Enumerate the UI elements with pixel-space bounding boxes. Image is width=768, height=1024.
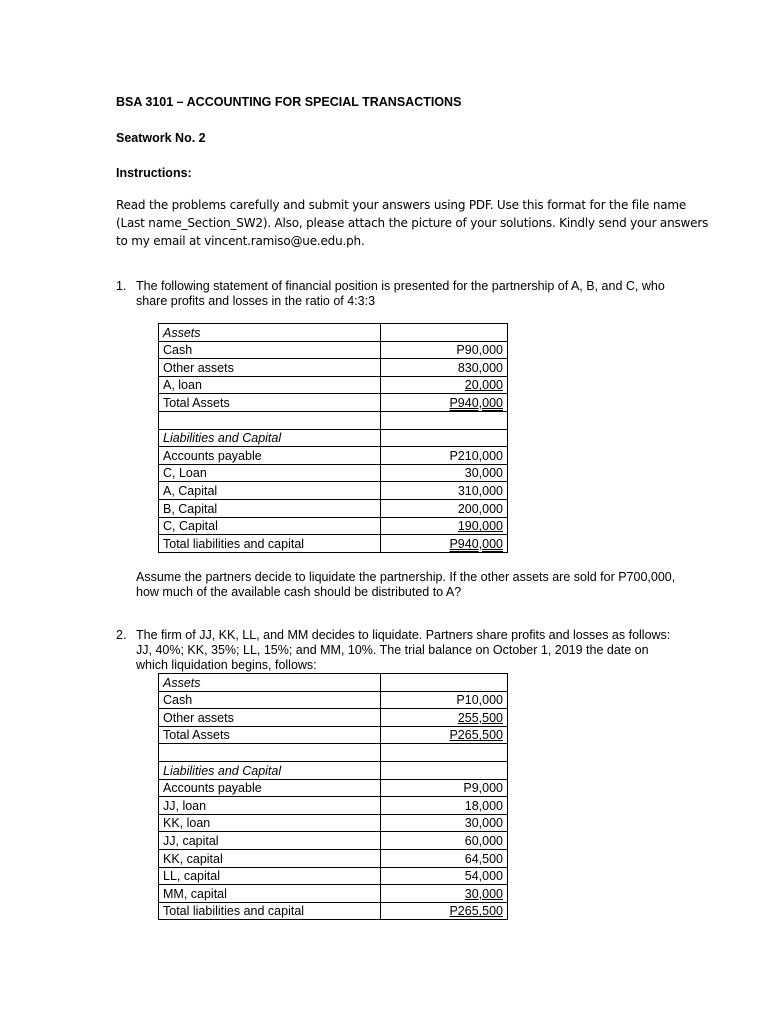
account-label: Cash	[159, 341, 381, 359]
account-amount: 64,500	[381, 849, 508, 867]
problem-text-line: share profits and losses in the ratio of 4:3:3	[136, 294, 376, 308]
problem-number: 1.	[116, 279, 127, 293]
table-row	[159, 797, 508, 815]
table-row	[159, 726, 508, 744]
instructions-heading: Instructions:	[116, 166, 192, 180]
account-amount: 30,000	[464, 886, 503, 901]
account-amount: P210,000	[381, 447, 508, 465]
account-amount: 54,000	[381, 867, 508, 885]
section-header: Liabilities and Capital	[159, 761, 381, 779]
table-row	[159, 849, 508, 867]
account-amount: 830,000	[381, 359, 508, 377]
account-label: A, loan	[159, 376, 381, 394]
account-label: B, Capital	[159, 499, 381, 517]
problem-2-trial-balance-table	[158, 673, 508, 920]
table-row	[159, 447, 508, 465]
total-amount: P265,500	[449, 904, 503, 919]
table-row	[159, 814, 508, 832]
table-row	[159, 761, 508, 779]
table-row	[159, 324, 508, 342]
account-amount: 200,000	[381, 499, 508, 517]
total-amount: P940,000	[449, 536, 503, 551]
account-amount: 20,000	[464, 378, 503, 393]
account-amount: P90,000	[381, 341, 508, 359]
total-amount: P940,000	[449, 395, 503, 410]
table-row	[159, 779, 508, 797]
account-label: Accounts payable	[159, 779, 381, 797]
account-label: C, Loan	[159, 464, 381, 482]
seatwork-title: Seatwork No. 2	[116, 131, 206, 145]
account-label: KK, loan	[159, 814, 381, 832]
problem-1-question	[136, 570, 675, 600]
table-row-blank	[159, 411, 508, 429]
table-row	[159, 691, 508, 709]
problem-1-statement-table	[158, 323, 508, 553]
problem-number: 2.	[116, 628, 127, 642]
section-header: Liabilities and Capital	[159, 429, 381, 447]
problem-text-line: The following statement of financial position is presented for the partnership of A, B, and C, who	[136, 279, 665, 293]
table-row	[159, 499, 508, 517]
account-label: JJ, loan	[159, 797, 381, 815]
account-label: Total Assets	[159, 726, 381, 744]
section-header: Assets	[159, 674, 381, 692]
table-row	[159, 867, 508, 885]
account-amount: P10,000	[381, 691, 508, 709]
account-label: Total liabilities and capital	[159, 535, 381, 553]
account-amount: 30,000	[381, 814, 508, 832]
instructions-text	[116, 196, 709, 250]
instructions-line: to my email at vincent.ramiso@ue.edu.ph.	[116, 234, 365, 248]
account-label: LL, capital	[159, 867, 381, 885]
table-row	[159, 376, 508, 394]
table-row	[159, 709, 508, 727]
table-row	[159, 394, 508, 412]
table-row	[159, 429, 508, 447]
instructions-line: (Last name_Section_SW2). Also, please attach the picture of your solutions. Kindly send your answers	[116, 216, 709, 230]
course-title: BSA 3101 – ACCOUNTING FOR SPECIAL TRANSACTIONS	[116, 95, 462, 109]
table-row	[159, 902, 508, 920]
problem-text-line: JJ, 40%; KK, 35%; LL, 15%; and MM, 10%. The trial balance on October 1, 2019 the date on	[136, 643, 649, 657]
table-row	[159, 674, 508, 692]
total-amount: P265,500	[449, 728, 503, 743]
account-label: C, Capital	[159, 517, 381, 535]
table-row	[159, 832, 508, 850]
question-line: how much of the available cash should be distributed to A?	[136, 585, 462, 599]
account-label: Accounts payable	[159, 447, 381, 465]
section-header: Assets	[159, 324, 381, 342]
table-row	[159, 517, 508, 535]
account-amount: 30,000	[381, 464, 508, 482]
table-row	[159, 341, 508, 359]
account-label: Cash	[159, 691, 381, 709]
account-amount: 255,500	[457, 710, 503, 725]
question-line: Assume the partners decide to liquidate the partnership. If the other assets are sold for P700,000,	[136, 570, 676, 584]
account-amount: 190,000	[457, 519, 503, 534]
instructions-line: Read the problems carefully and submit your answers using PDF. Use this format for the file name	[116, 198, 687, 212]
account-amount: 60,000	[381, 832, 508, 850]
table-row	[159, 464, 508, 482]
table-row-blank	[159, 744, 508, 762]
account-label: Other assets	[159, 359, 381, 377]
account-label: Total Assets	[159, 394, 381, 412]
account-amount: 18,000	[381, 797, 508, 815]
account-label: Other assets	[159, 709, 381, 727]
table-row	[159, 359, 508, 377]
account-amount: 310,000	[381, 482, 508, 500]
problem-text-line: which liquidation begins, follows:	[136, 658, 317, 672]
account-label: KK, capital	[159, 849, 381, 867]
account-label: Total liabilities and capital	[159, 902, 381, 920]
account-label: A, Capital	[159, 482, 381, 500]
account-amount: P9,000	[381, 779, 508, 797]
table-row	[159, 482, 508, 500]
account-label: MM, capital	[159, 885, 381, 903]
problem-text-line: The firm of JJ, KK, LL, and MM decides to liquidate. Partners share profits and losses as follows:	[136, 628, 671, 642]
table-row	[159, 885, 508, 903]
table-row	[159, 535, 508, 553]
account-label: JJ, capital	[159, 832, 381, 850]
